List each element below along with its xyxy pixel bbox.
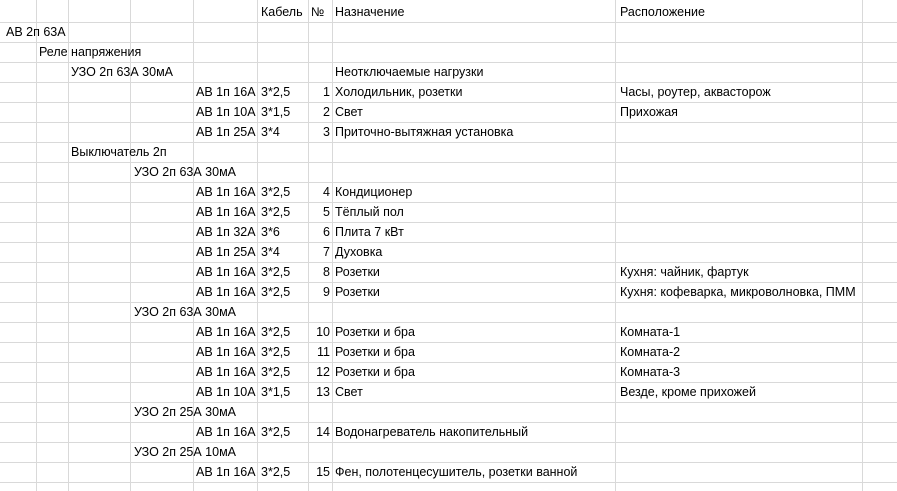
breaker-cell[interactable]: АВ 1п 10А [196, 385, 256, 399]
location-cell[interactable]: Везде, кроме прихожей [620, 385, 756, 399]
gridline [615, 0, 616, 491]
gridline [0, 202, 897, 203]
location-cell[interactable]: Кухня: чайник, фартук [620, 265, 749, 279]
purpose-cell[interactable]: Розетки и бра [335, 325, 415, 339]
gridline [0, 382, 897, 383]
purpose-cell[interactable]: Розетки [335, 265, 380, 279]
header-location[interactable]: Расположение [620, 5, 705, 19]
cable-cell[interactable]: 3*1,5 [261, 385, 291, 399]
tree-rcd-4[interactable]: УЗО 2п 25А 30мА [134, 405, 237, 419]
breaker-cell[interactable]: АВ 1п 16А [196, 185, 256, 199]
breaker-cell[interactable]: АВ 1п 16А [196, 265, 256, 279]
location-cell[interactable]: Часы, роутер, аквасторож [620, 85, 771, 99]
num-cell[interactable]: 13 [316, 385, 330, 399]
purpose-cell[interactable]: Приточно-вытяжная установка [335, 125, 514, 139]
gridline [0, 182, 897, 183]
num-cell[interactable]: 12 [316, 365, 330, 379]
num-cell[interactable]: 5 [323, 205, 330, 219]
gridline [0, 262, 897, 263]
num-cell[interactable]: 9 [323, 285, 330, 299]
location-cell[interactable]: Комната-1 [620, 325, 681, 339]
purpose-cell[interactable]: Кондиционер [335, 185, 413, 199]
breaker-cell[interactable]: АВ 1п 25А [196, 245, 256, 259]
gridline [0, 102, 897, 103]
breaker-cell[interactable]: АВ 1п 32А [196, 225, 256, 239]
nonswitch-loads-label[interactable]: Неотключаемые нагрузки [335, 65, 484, 79]
gridline [0, 322, 897, 323]
num-cell[interactable]: 10 [316, 325, 330, 339]
purpose-cell[interactable]: Фен, полотенцесушитель, розетки ванной [335, 465, 578, 479]
num-cell[interactable]: 8 [323, 265, 330, 279]
purpose-cell[interactable]: Холодильник, розетки [335, 85, 463, 99]
breaker-cell[interactable]: АВ 1п 16А [196, 325, 256, 339]
gridline [68, 0, 69, 491]
cable-cell[interactable]: 3*2,5 [261, 185, 291, 199]
gridline [257, 0, 258, 491]
location-cell[interactable]: Кухня: кофеварка, микроволновка, ПММ [620, 285, 856, 299]
tree-root-breaker[interactable]: АВ 2п 63А [6, 25, 66, 39]
purpose-cell[interactable]: Водонагреватель накопительный [335, 425, 529, 439]
gridline [0, 222, 897, 223]
cable-cell[interactable]: 3*2,5 [261, 205, 291, 219]
cable-cell[interactable]: 3*2,5 [261, 365, 291, 379]
purpose-cell[interactable]: Розетки и бра [335, 365, 415, 379]
tree-rcd-5[interactable]: УЗО 2п 25А 10мА [134, 445, 237, 459]
num-cell[interactable]: 14 [316, 425, 330, 439]
breaker-cell[interactable]: АВ 1п 16А [196, 205, 256, 219]
purpose-cell[interactable]: Свет [335, 105, 363, 119]
breaker-cell[interactable]: АВ 1п 16А [196, 285, 256, 299]
purpose-cell[interactable]: Тёплый пол [335, 205, 404, 219]
location-cell[interactable]: Прихожая [620, 105, 678, 119]
tree-voltage-relay[interactable]: Реле напряжения [39, 45, 142, 59]
tree-main-switch[interactable]: Выключатель 2п [71, 145, 167, 159]
cable-cell[interactable]: 3*1,5 [261, 105, 291, 119]
location-cell[interactable]: Комната-2 [620, 345, 681, 359]
tree-rcd-2[interactable]: УЗО 2п 63А 30мА [134, 165, 237, 179]
cable-cell[interactable]: 3*4 [261, 245, 280, 259]
cable-cell[interactable]: 3*2,5 [261, 85, 291, 99]
gridline [0, 22, 897, 23]
gridline [0, 242, 897, 243]
tree-rcd-1[interactable]: УЗО 2п 63А 30мА [71, 65, 174, 79]
num-cell[interactable]: 2 [323, 105, 330, 119]
gridline [36, 0, 37, 491]
cable-cell[interactable]: 3*2,5 [261, 345, 291, 359]
breaker-cell[interactable]: АВ 1п 25А [196, 125, 256, 139]
gridline [332, 0, 333, 491]
header-purpose[interactable]: Назначение [335, 5, 405, 19]
cable-cell[interactable]: 3*2,5 [261, 465, 291, 479]
gridline [0, 362, 897, 363]
purpose-cell[interactable]: Плита 7 кВт [335, 225, 404, 239]
num-cell[interactable]: 3 [323, 125, 330, 139]
cable-cell[interactable]: 3*2,5 [261, 265, 291, 279]
location-cell[interactable]: Комната-3 [620, 365, 681, 379]
purpose-cell[interactable]: Розетки и бра [335, 345, 415, 359]
header-cable[interactable]: Кабель [261, 5, 303, 19]
num-cell[interactable]: 4 [323, 185, 330, 199]
purpose-cell[interactable]: Розетки [335, 285, 380, 299]
breaker-cell[interactable]: АВ 1п 16А [196, 365, 256, 379]
gridline [862, 0, 863, 491]
breaker-cell[interactable]: АВ 1п 10А [196, 105, 256, 119]
breaker-cell[interactable]: АВ 1п 16А [196, 345, 256, 359]
num-cell[interactable]: 6 [323, 225, 330, 239]
purpose-cell[interactable]: Свет [335, 385, 363, 399]
breaker-cell[interactable]: АВ 1п 16А [196, 85, 256, 99]
num-cell[interactable]: 7 [323, 245, 330, 259]
num-cell[interactable]: 15 [316, 465, 330, 479]
num-cell[interactable]: 1 [323, 85, 330, 99]
cable-cell[interactable]: 3*6 [261, 225, 280, 239]
cable-cell[interactable]: 3*2,5 [261, 325, 291, 339]
tree-rcd-3[interactable]: УЗО 2п 63А 30мА [134, 305, 237, 319]
breaker-cell[interactable]: АВ 1п 16А [196, 465, 256, 479]
header-num[interactable]: № [311, 5, 325, 19]
gridline [0, 342, 897, 343]
purpose-cell[interactable]: Духовка [335, 245, 383, 259]
breaker-cell[interactable]: АВ 1п 16А [196, 425, 256, 439]
num-cell[interactable]: 11 [317, 345, 330, 359]
gridline [0, 482, 897, 483]
cable-cell[interactable]: 3*2,5 [261, 285, 291, 299]
cable-cell[interactable]: 3*4 [261, 125, 280, 139]
cable-cell[interactable]: 3*2,5 [261, 425, 291, 439]
